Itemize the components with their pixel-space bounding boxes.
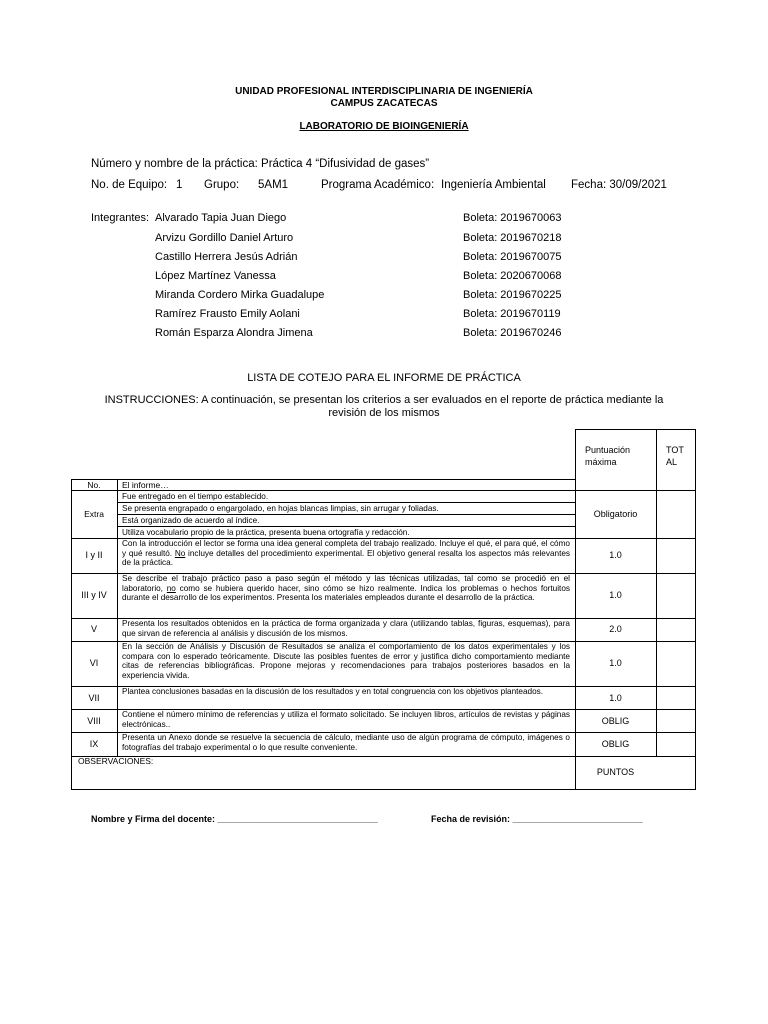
- criterion-text: Está organizado de acuerdo al índice.: [122, 516, 260, 525]
- row-score: 1.0: [609, 590, 622, 600]
- row-score: Obligatorio: [593, 509, 638, 519]
- program-label: Programa Académico:: [321, 179, 435, 191]
- member-name: Castillo Herrera Jesús Adrián: [155, 251, 298, 263]
- member-name: Arvizu Gordillo Daniel Arturo: [155, 232, 294, 244]
- practice-date: Fecha: 30/09/2021: [571, 179, 667, 191]
- criterion-text: Presenta los resultados obtenidos en la práctica de forma organizada y clara (utilizando tablas, figuras, esquemas), para que sirvan de referencia al análisis y discusión de los mismos.: [122, 619, 570, 638]
- checklist-instructions: INSTRUCCIONES: A continuación, se presentan los criterios a ser evaluados en el reporte de práctica mediante la: [104, 394, 664, 406]
- campus-name: CAMPUS ZACATECAS: [330, 98, 438, 109]
- row-score: 2.0: [609, 624, 622, 634]
- total-header-line-1: TOT: [666, 445, 684, 455]
- program-value: Ingeniería Ambiental: [441, 179, 546, 191]
- members-label: Integrantes:: [91, 212, 150, 224]
- criterion-text: Se describe el trabajo práctico paso a paso según el método y las técnicas utilizadas, tal como se procedió en el laboratorio, no como se hubiera querido hacer, sino cómo se hizo realmente. Indica los problemas o hechos fortuitos durante el desarrollo de los experimentos. Presenta los materiales empleados durante el desarrollo de la práctica.: [122, 574, 570, 603]
- row-number: VI: [89, 658, 99, 668]
- member-boleta: Boleta: 2020670068: [463, 270, 562, 282]
- member-boleta: Boleta: 2019670218: [463, 232, 562, 244]
- row-score: OBLIG: [601, 739, 630, 749]
- member-boleta: Boleta: 2019670225: [463, 289, 562, 301]
- teacher-signature-line: Nombre y Firma del docente: ________________________________: [91, 814, 378, 824]
- member-boleta: Boleta: 2019670246: [463, 327, 562, 339]
- review-date-line: Fecha de revisión: __________________________: [431, 814, 643, 824]
- criterion-text: Presenta un Anexo donde se resuelve la secuencia de cálculo, mediante uso de algún programa de cómputo, imágenes o fotografías del trabajo experimental o lo que resulte conveniente.: [122, 733, 570, 752]
- row-score: OBLIG: [601, 716, 630, 726]
- member-name: Miranda Cordero Mirka Guadalupe: [155, 289, 325, 301]
- report-column-header: El informe…: [122, 480, 169, 490]
- row-score: 1.0: [609, 550, 622, 560]
- criterion-text: Fue entregado en el tiempo establecido.: [122, 492, 269, 501]
- member-boleta: Boleta: 2019670063: [463, 212, 562, 224]
- team-label: No. de Equipo:: [91, 179, 168, 191]
- row-number: V: [90, 624, 97, 634]
- row-number: III y IV: [81, 590, 107, 600]
- row-score: 1.0: [609, 658, 622, 668]
- checklist-instructions-cont: revisión de los mismos: [328, 407, 440, 419]
- laboratory-label: LABORATORIO DE BIOINGENIERÍA: [299, 121, 469, 132]
- row-number: VII: [88, 693, 100, 703]
- row-number: Extra: [84, 509, 104, 519]
- criterion-text: Utiliza vocabulario propio de la práctica, presenta buena ortografía y redacción.: [122, 528, 410, 537]
- row-number: IX: [89, 739, 99, 749]
- member-name: Alvarado Tapia Juan Diego: [155, 212, 287, 224]
- team-value: 1: [176, 179, 183, 191]
- practice-name: Número y nombre de la práctica: Práctica 4 “Difusividad de gases”: [91, 158, 430, 170]
- total-header-line-2: AL: [666, 457, 678, 467]
- member-name: Román Esparza Alondra Jimena: [155, 327, 313, 339]
- row-score: 1.0: [609, 693, 622, 703]
- institution-name: UNIDAD PROFESIONAL INTERDISCIPLINARIA DE INGENIERÍA: [235, 86, 533, 97]
- member-boleta: Boleta: 2019670075: [463, 251, 562, 263]
- member-name: López Martínez Vanessa: [155, 270, 276, 282]
- row-number: VIII: [87, 716, 101, 726]
- group-value: 5AM1: [258, 179, 289, 191]
- number-column-header: No.: [87, 480, 101, 490]
- points-label: PUNTOS: [596, 767, 635, 777]
- criterion-text: En la sección de Análisis y Discusión de Resultados se analiza el comportamiento de los datos experimentales y los compara con lo esperado teóricamente. Discute las posibles fuentes de error y justifica dicho comportamiento mediante citas de referencias bibliográficas. Propone mejoras y recomendaciones para trabajos posteriores basados en la experiencia vivida.: [122, 642, 570, 680]
- checklist-title: LISTA DE COTEJO PARA EL INFORME DE PRÁCTICA: [247, 372, 521, 384]
- criterion-text: Plantea conclusiones basadas en la discusión de los resultados y en total congruencia con los objetivos planteados.: [122, 687, 544, 696]
- observations-label: OBSERVACIONES:: [78, 756, 154, 766]
- criterion-text: Con la introducción el lector se forma una idea general completa del trabajo realizado. Incluye el qué, el para qué, el cómo y qué resultó. No incluye detalles del procedimiento experimental. El objetivo general resalta los aspectos más relevantes de la práctica.: [122, 539, 570, 568]
- score-column-header: Puntuación máxima: [585, 445, 631, 467]
- group-label: Grupo:: [204, 179, 240, 191]
- member-name: Ramírez Frausto Emily Aolani: [155, 308, 300, 320]
- row-number: I y II: [85, 550, 103, 560]
- laboratory-name: [0, 121, 768, 132]
- criterion-text: Contiene el número mínimo de referencias y utiliza el formato solicitado. Se incluyen libros, artículos de revistas y páginas electrónicas..: [122, 710, 570, 729]
- member-boleta: Boleta: 2019670119: [463, 308, 561, 320]
- criterion-text: Se presenta engrapado o engargolado, en hojas blancas limpias, sin arrugar y foliadas.: [122, 504, 439, 513]
- total-column-header: [666, 444, 684, 468]
